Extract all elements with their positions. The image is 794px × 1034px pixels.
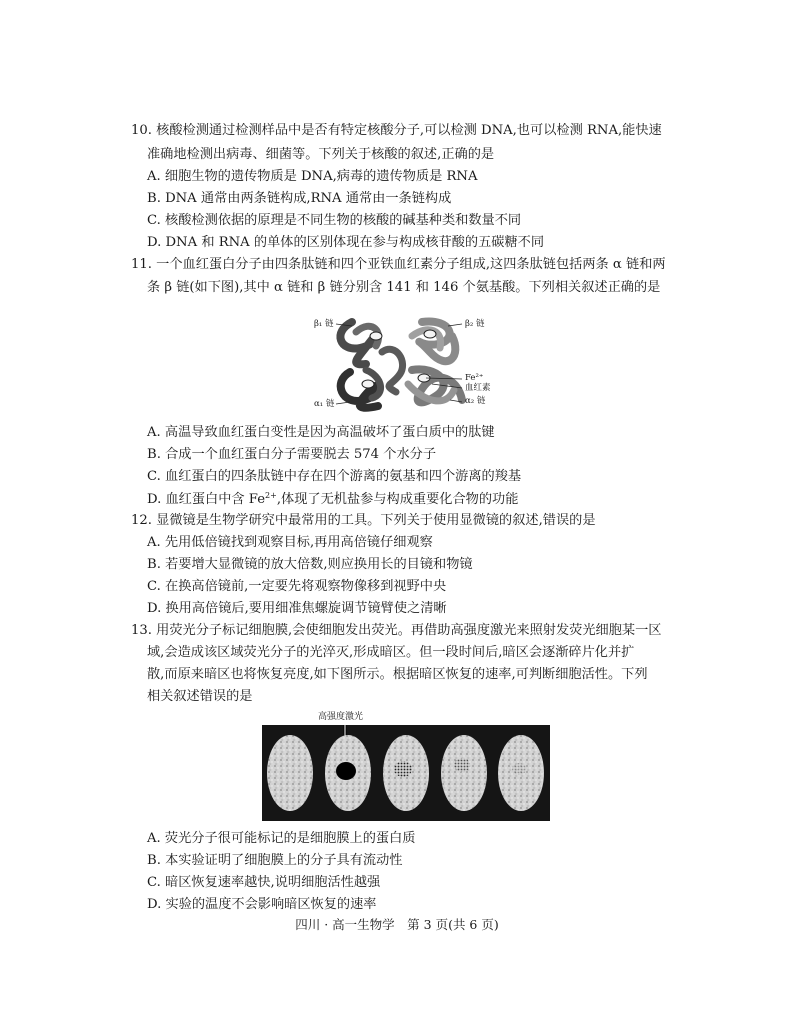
q13-stem-line4: 相关叙述错误的是 — [147, 689, 253, 704]
q12-option-a: A. 先用低倍镜找到观察目标,再用高倍镜仔细观察 — [147, 535, 433, 550]
q12-stem: 12. 显微镜是生物学研究中最常用的工具。下列关于使用显微镜的叙述,错误的是 — [131, 513, 596, 528]
frap-figure — [262, 711, 550, 821]
q12-option-d: D. 换用高倍镜后,要用细准焦螺旋调节镜臂使之清晰 — [147, 601, 447, 616]
hemoglobin-figure — [312, 312, 494, 416]
q13-stem-line1: 13. 用荧光分子标记细胞膜,会使细胞发出荧光。再借助高强度激光来照射发荧光细胞某一区 — [131, 623, 662, 638]
q10-option-b: B. DNA 通常由两条链构成,RNA 通常由一条链构成 — [147, 191, 452, 206]
q10-stem-line2: 准确地检测出病毒、细菌等。下列关于核酸的叙述,正确的是 — [147, 147, 495, 162]
q10-option-d: D. DNA 和 RNA 的单体的区别体现在参与构成核苷酸的五碳糖不同 — [147, 235, 545, 250]
q11-option-d-text: D. 血红蛋白中含 Fe — [147, 492, 266, 507]
fe-superscript: 2+ — [265, 491, 277, 500]
q10-stem-line1: 10. 核酸检测通过检测样品中是否有特定核酸分子,可以检测 DNA,也可以检测 RNA,能快速 — [131, 123, 662, 138]
q13-stem-line3: 散,而原来暗区也将恢复亮度,如下图所示。根据暗区恢复的速率,可判断细胞活性。下列 — [147, 667, 648, 682]
frap-cell-sequence — [262, 711, 550, 821]
alpha1-chain-label: α₁ 链 — [314, 399, 335, 409]
q13-option-a: A. 荧光分子很可能标记的是细胞膜上的蛋白质 — [147, 831, 416, 846]
q11-option-c: C. 血红蛋白的四条肽链中存在四个游离的氨基和四个游离的羧基 — [147, 469, 522, 484]
q13-option-b: B. 本实验证明了细胞膜上的分子具有流动性 — [147, 853, 403, 868]
fe-label: Fe²⁺ — [465, 373, 484, 383]
q11-option-d-text-rest: ,体现了无机盐参与构成重要化合物的功能 — [276, 492, 519, 507]
q11-option-b: B. 合成一个血红蛋白分子需要脱去 574 个水分子 — [147, 447, 437, 462]
q13-option-c: C. 暗区恢复速率越快,说明细胞活性越强 — [147, 875, 381, 890]
q11-stem-line2: 条 β 链(如下图),其中 α 链和 β 链分别含 141 和 146 个氨基酸。下列相关叙述正确的是 — [147, 280, 661, 295]
q10-option-a: A. 细胞生物的遗传物质是 DNA,病毒的遗传物质是 RNA — [147, 169, 478, 184]
q11-stem-line1: 11. 一个血红蛋白分子由四条肽链和四个亚铁血红素分子组成,这四条肽链包括两条 α 链和两 — [131, 257, 666, 272]
heme-label: 血红素 — [465, 383, 491, 393]
q13-stem-line2: 域,会造成该区域荧光分子的光淬灭,形成暗区。但一段时间后,暗区会逐渐碎片化并扩 — [147, 645, 635, 660]
q10-option-c: C. 核酸检测依据的原理是不同生物的核酸的碱基种类和数量不同 — [147, 213, 522, 228]
laser-label: 高强度激光 — [318, 712, 364, 722]
q12-option-c: C. 在换高倍镜前,一定要先将观察物像移到视野中央 — [147, 579, 447, 594]
beta1-chain-label: β₁ 链 — [314, 319, 334, 329]
alpha2-chain-label: α₂ 链 — [465, 396, 486, 406]
q11-option-d — [147, 492, 518, 506]
q12-option-b: B. 若要增大显微镜的放大倍数,则应换用长的目镜和物镜 — [147, 557, 473, 572]
q13-option-d: D. 实验的温度不会影响暗区恢复的速率 — [147, 897, 377, 912]
page-footer: 四川 · 高一生物学 第 3 页(共 6 页) — [295, 917, 499, 932]
beta2-chain-label: β₂ 链 — [465, 319, 485, 329]
q11-option-a: A. 高温导致血红蛋白变性是因为高温破坏了蛋白质中的肽键 — [147, 425, 495, 440]
